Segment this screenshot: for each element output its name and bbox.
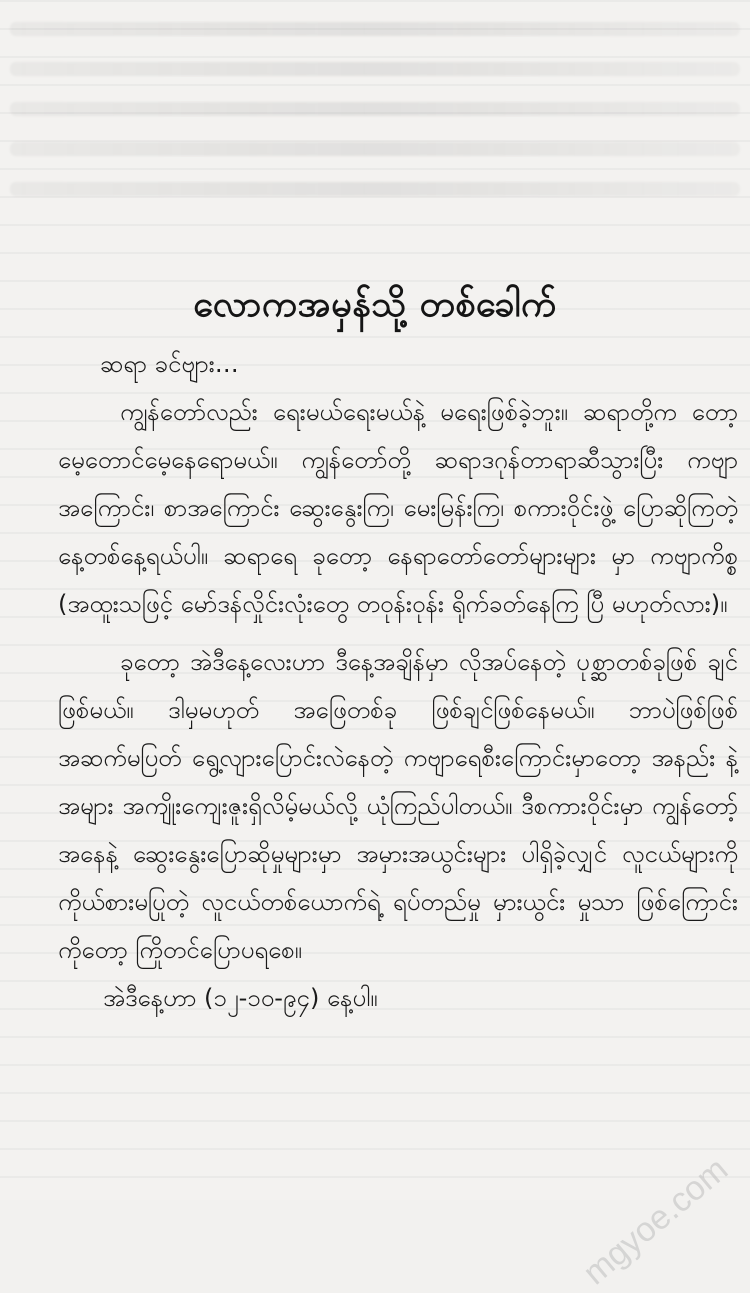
closing-line: အဲဒီနေ့ဟာ (၁၂-၁၀-၉၄) နေ့ပါ။ bbox=[103, 984, 378, 1012]
paragraph-2: ခုတော့ အဲဒီနေ့လေးဟာ ဒီနေ့အချိန်မှာ လိုအပ်နေတဲ့ ပုစ္ဆာတစ်ခုဖြစ် ချင်ဖြစ်မယ်။ ဒါမှမဟုတ် အဖြေတစ်ခု ဖြစ်ချင်ဖြစ်နေမယ်။ ဘာပဲဖြစ်ဖြစ် အဆက်မပြတ် ရွေ့လျားပြောင်းလဲနေတဲ့ ကဗျာရေစီးကြောင်းမှာတော့ အနည်း နဲ့အများ အကျိုးကျေးဇူးရှိလိမ့်မယ်လို့ ယုံကြည်ပါတယ်။ ဒီစကားဝိုင်းမှာ ကျွန်တော့်အနေနဲ့ ဆွေးနွေးပြောဆိုမှုများမှာ အမှားအယွင်းများ ပါရှိခဲ့လျှင် လူငယ်များကို ကိုယ်စားမပြုတဲ့ လူငယ်တစ်ယောက်ရဲ့ ရပ်တည်မှု မှားယွင်း မှုသာ ဖြစ်ကြောင်းကိုတော့ ကြိုတင်ပြောပရစေ။ bbox=[58, 648, 738, 964]
paragraph-1: ကျွန်တော်လည်း ရေးမယ်ရေးမယ်နဲ့ မရေးဖြစ်ခဲ့ဘူး။ ဆရာတို့က တော့ မေ့တောင်မေ့နေရောမယ်။ ကျွန်တော်တို့ ဆရာဒဂုန်တာရာဆီသွားပြီး ကဗျာအကြောင်း၊ စာအကြောင်း ဆွေးနွေးကြ၊ မေးမြန်းကြ၊ စကားဝိုင်းဖွဲ့ ပြောဆိုကြတဲ့ နေ့တစ်နေ့ရယ်ပါ။ ဆရာရေ ခုတော့ နေရာတော်တော်များများ မှာ ကဗျာကိစ္စ (အထူးသဖြင့် မော်ဒန်လှိုင်းလုံးတွေ တဝုန်းဝုန်း ရိုက်ခတ်နေကြ ပြီ မဟုတ်လား)။ bbox=[58, 398, 738, 618]
page-title: လောကအမှန်သို့ တစ်ခေါက် bbox=[193, 284, 557, 326]
bleed-line bbox=[10, 142, 740, 156]
letter-body bbox=[58, 340, 738, 1022]
salutation: ဆရာ ခင်ဗျား… bbox=[100, 350, 239, 378]
bleed-line bbox=[10, 22, 740, 36]
bleed-line bbox=[10, 182, 740, 196]
bleed-line bbox=[10, 102, 740, 116]
bleed-line bbox=[10, 62, 740, 76]
watermark: mgyoe.com bbox=[576, 1150, 736, 1293]
